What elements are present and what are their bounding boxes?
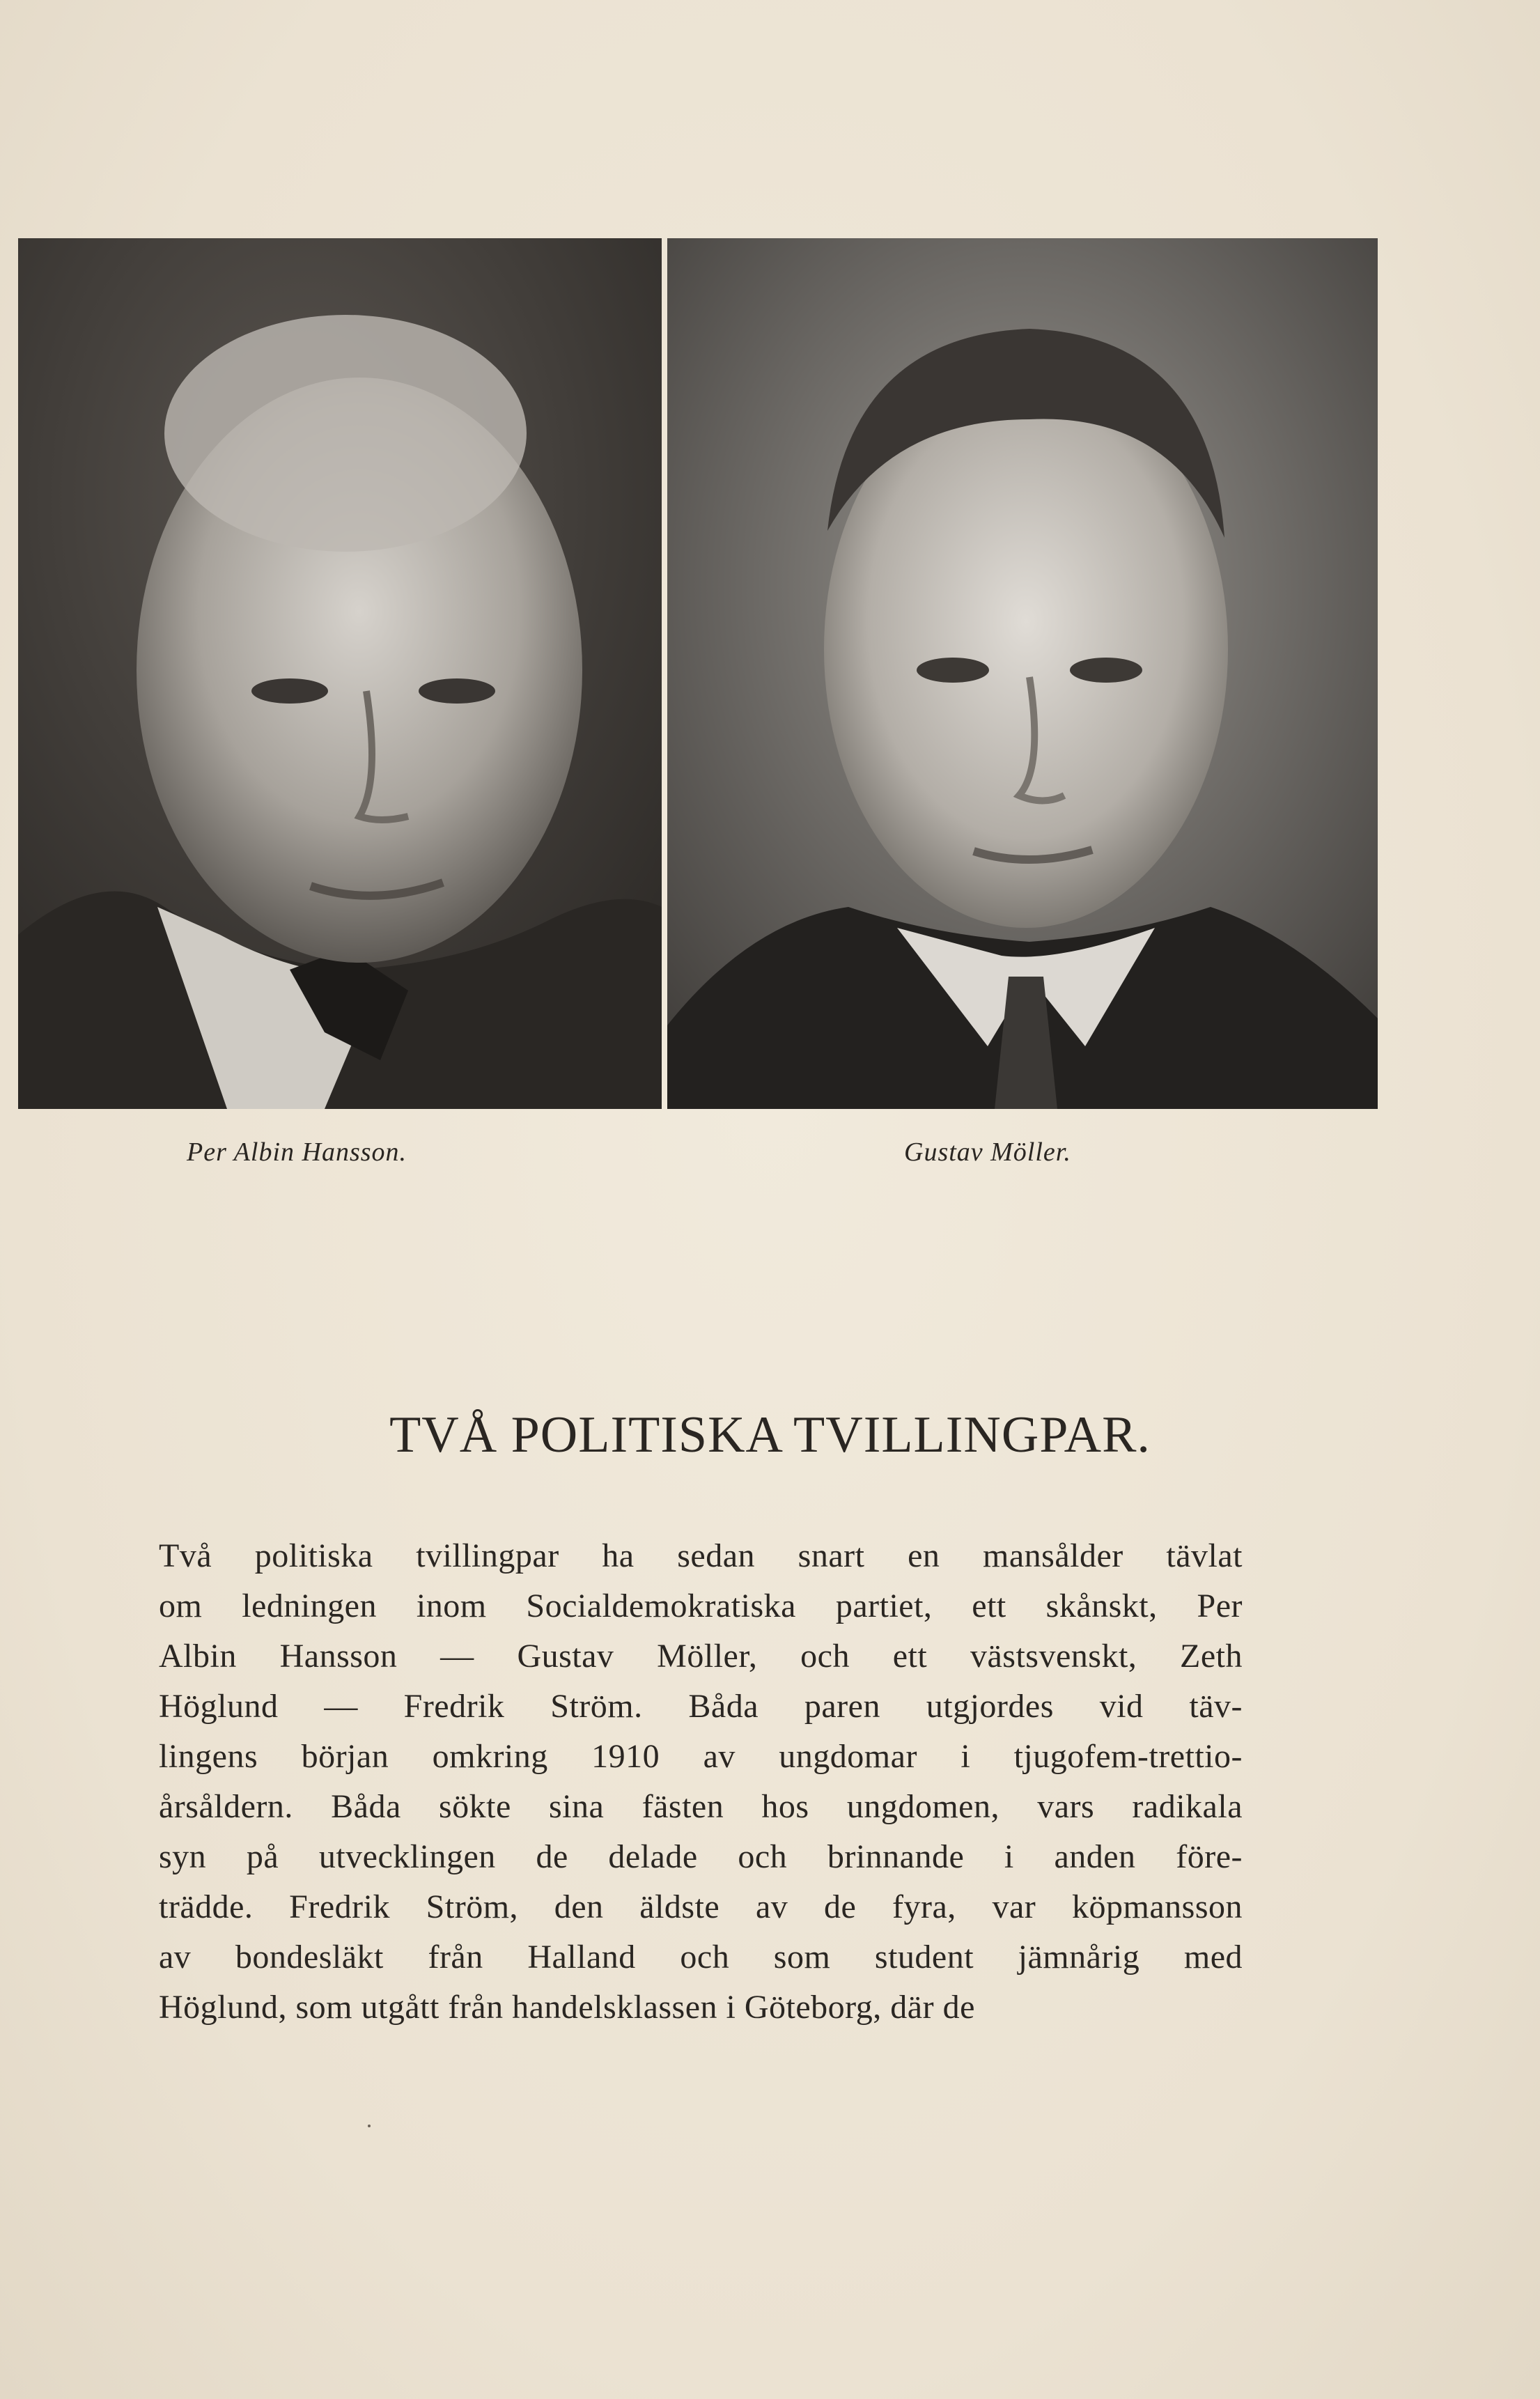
paragraph-line: trädde. Fredrik Ström, den äldste av de fyra, var köpmansson: [159, 1888, 1243, 1925]
paper-speck: [368, 2125, 371, 2127]
caption-per-albin-hansson: Per Albin Hansson.: [187, 1138, 407, 1167]
paragraph-line: syn på utvecklingen de delade och brinnande i anden före-: [159, 1838, 1243, 1875]
paragraph-line: Höglund, som utgått från handelsklassen i Göteborg, där de: [159, 1989, 975, 2026]
chapter-title: TVÅ POLITISKA TVILLINGPAR.: [389, 1406, 1151, 1464]
paragraph-line: årsåldern. Båda sökte sina fästen hos ungdomen, vars radikala: [159, 1788, 1243, 1825]
paragraph-line: Albin Hansson — Gustav Möller, och ett västsvenskt, Zeth: [159, 1638, 1243, 1675]
paragraph-line: av bondesläkt från Halland och som student jämnårig med: [159, 1939, 1243, 1975]
portrait-gustav-moller: [667, 238, 1378, 1109]
portrait-per-albin-hansson: [18, 238, 662, 1109]
paragraph-line: lingens början omkring 1910 av ungdomar i tjugofem-trettio-: [159, 1738, 1243, 1775]
paragraph-line: Två politiska tvillingpar ha sedan snart en mansålder tävlat: [159, 1537, 1243, 1574]
paragraph-line: om ledningen inom Socialdemokratiska partiet, ett skånskt, Per: [159, 1587, 1243, 1624]
caption-gustav-moller: Gustav Möller.: [904, 1138, 1071, 1167]
body-paragraph: [159, 1531, 1243, 2033]
paragraph-line: Höglund — Fredrik Ström. Båda paren utgjordes vid täv-: [159, 1688, 1243, 1725]
